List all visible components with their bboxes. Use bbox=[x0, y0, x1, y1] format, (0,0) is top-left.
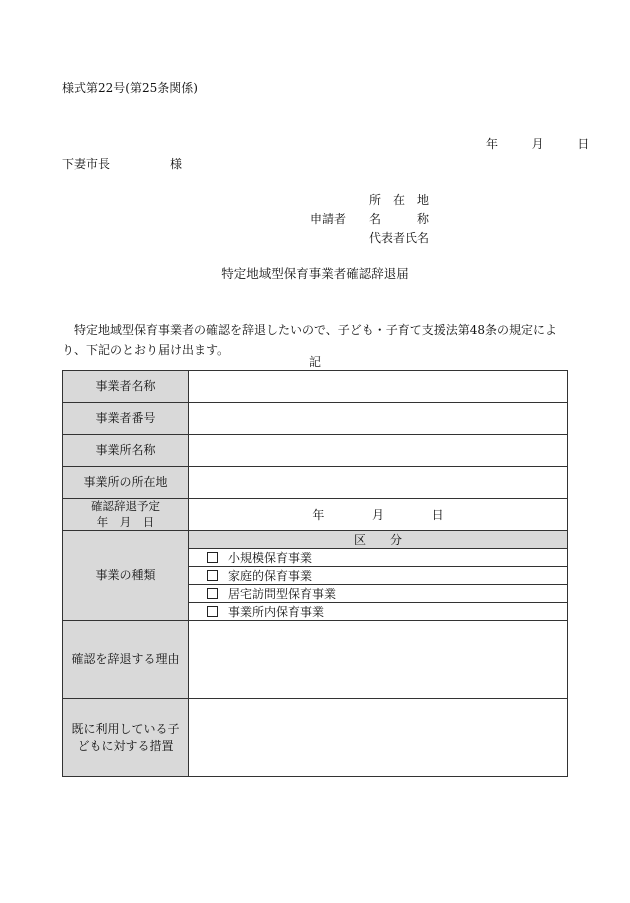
checkbox-icon[interactable] bbox=[207, 552, 218, 563]
option-label: 事業所内保育事業 bbox=[228, 605, 325, 620]
option-small-scale[interactable] bbox=[189, 549, 568, 567]
option-label: 家庭的保育事業 bbox=[228, 569, 313, 584]
date-month-label: 月 bbox=[531, 137, 544, 151]
applicant-address-label: 所 在 地 bbox=[369, 193, 430, 207]
withdrawal-date-label-line2: 年 月 日 bbox=[96, 514, 155, 529]
document-title: 特定地域型保育事業者確認辞退届 bbox=[221, 266, 409, 281]
checkbox-icon[interactable] bbox=[207, 570, 218, 581]
office-name-field[interactable] bbox=[189, 435, 568, 467]
office-address-label: 事業所の所在地 bbox=[63, 467, 189, 499]
honorific: 様 bbox=[170, 157, 183, 171]
date-year-label: 年 bbox=[486, 137, 499, 151]
form-table bbox=[62, 370, 568, 777]
option-label: 小規模保育事業 bbox=[228, 551, 313, 566]
withdrawal-date-label bbox=[63, 499, 189, 531]
table-row bbox=[63, 403, 568, 435]
office-address-field[interactable] bbox=[189, 467, 568, 499]
option-home-based[interactable] bbox=[189, 567, 568, 585]
business-name-field[interactable] bbox=[189, 371, 568, 403]
withdrawal-date-label-line1: 確認辞退予定 bbox=[91, 499, 160, 513]
table-row bbox=[63, 371, 568, 403]
date-day-label: 日 bbox=[577, 137, 590, 151]
table-row bbox=[63, 621, 568, 699]
form-number: 様式第22号(第25条関係) bbox=[62, 81, 198, 95]
table-row bbox=[63, 467, 568, 499]
ki-heading: 記 bbox=[308, 355, 321, 369]
option-home-visit[interactable] bbox=[189, 585, 568, 603]
withdrawal-year-label: 年 bbox=[312, 508, 325, 523]
office-name-label: 事業所名称 bbox=[63, 435, 189, 467]
withdrawal-day-label: 日 bbox=[431, 508, 444, 523]
table-row bbox=[63, 531, 568, 549]
measures-field[interactable] bbox=[189, 699, 568, 777]
applicant-label: 申請者 bbox=[310, 212, 347, 226]
withdrawal-month-label: 月 bbox=[371, 508, 384, 523]
submission-date bbox=[486, 138, 589, 150]
body-text: 特定地域型保育事業者の確認を辞退したいので、子ども・子育て支援法第48条の規定により、下記のとおり届け出ます。 bbox=[62, 323, 558, 358]
table-row bbox=[63, 499, 568, 531]
reason-label: 確認を辞退する理由 bbox=[63, 621, 189, 699]
applicant-representative-label: 代表者氏名 bbox=[369, 231, 430, 245]
applicant-name-label: 名 称 bbox=[369, 212, 430, 226]
table-row bbox=[63, 435, 568, 467]
business-number-field[interactable] bbox=[189, 403, 568, 435]
business-name-label: 事業者名称 bbox=[63, 371, 189, 403]
addressee bbox=[62, 158, 182, 170]
measures-label: 既に利用している子どもに対する措置 bbox=[63, 699, 189, 777]
addressee-name: 下妻市長 bbox=[62, 157, 111, 171]
business-number-label: 事業者番号 bbox=[63, 403, 189, 435]
checkbox-icon[interactable] bbox=[207, 588, 218, 599]
option-workplace[interactable] bbox=[189, 603, 568, 621]
option-label: 居宅訪問型保育事業 bbox=[228, 587, 337, 602]
kubun-header: 区 分 bbox=[189, 531, 568, 549]
withdrawal-date-field[interactable] bbox=[189, 499, 568, 531]
table-row bbox=[63, 699, 568, 777]
checkbox-icon[interactable] bbox=[207, 606, 218, 617]
business-type-label: 事業の種類 bbox=[63, 531, 189, 621]
reason-field[interactable] bbox=[189, 621, 568, 699]
